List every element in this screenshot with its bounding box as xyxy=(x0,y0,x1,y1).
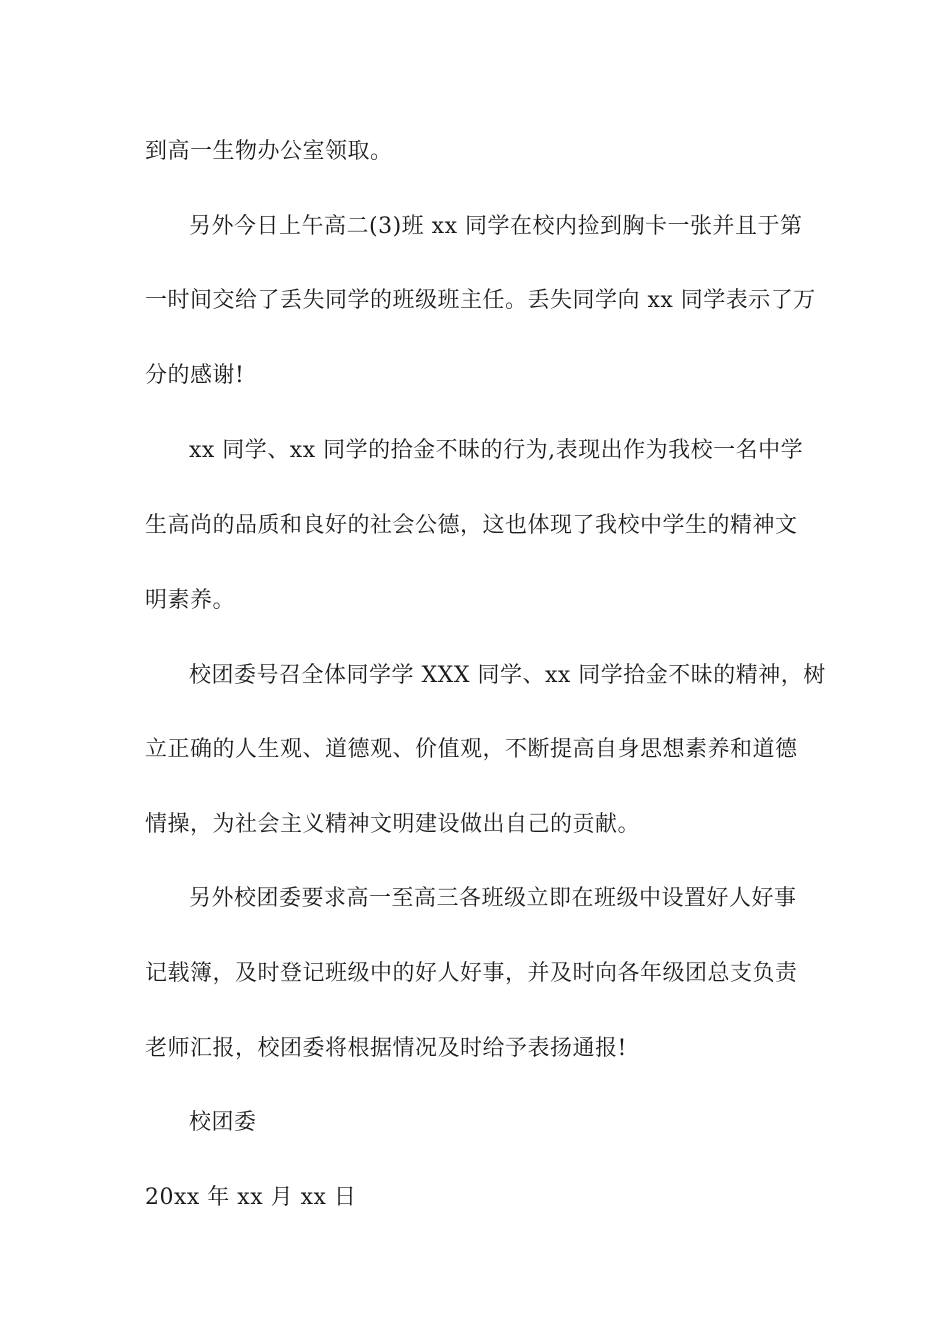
paragraph-line: 明素养。 xyxy=(145,588,236,613)
paragraph-line: 立正确的人生观、道德观、价值观，不断提高自身思想素养和道德 xyxy=(145,737,798,762)
paragraph-line: 一时间交给了丢失同学的班级班主任。丢失同学向 xx 同学表示了万 xyxy=(145,288,816,313)
paragraph-line: 另外今日上午高二(3)班 xx 同学在校内捡到胸卡一张并且于第 xyxy=(189,214,803,239)
paragraph-line: 到高一生物办公室领取。 xyxy=(145,139,393,164)
paragraph-line: 生高尚的品质和良好的社会公德，这也体现了我校中学生的精神文 xyxy=(145,513,798,538)
paragraph-line: 另外校团委要求高一至高三各班级立即在班级中设置好人好事 xyxy=(189,886,797,911)
signature-organization: 校团委 xyxy=(189,1110,257,1135)
paragraph-line: xx 同学、xx 同学的拾金不昧的行为,表现出作为我校一名中学 xyxy=(189,438,804,463)
paragraph-line: 情操，为社会主义精神文明建设做出自己的贡献。 xyxy=(145,812,641,837)
paragraph-line: 记载簿，及时登记班级中的好人好事，并及时向各年级团总支负责 xyxy=(145,961,798,986)
signature-date: 20xx 年 xx 月 xx 日 xyxy=(145,1185,357,1210)
paragraph-line: 分的感谢! xyxy=(145,363,245,388)
paragraph-line: 老师汇报，校团委将根据情况及时给予表扬通报! xyxy=(145,1036,627,1061)
paragraph-line: 校团委号召全体同学学 XXX 同学、xx 同学拾金不昧的精神，树 xyxy=(189,663,826,688)
